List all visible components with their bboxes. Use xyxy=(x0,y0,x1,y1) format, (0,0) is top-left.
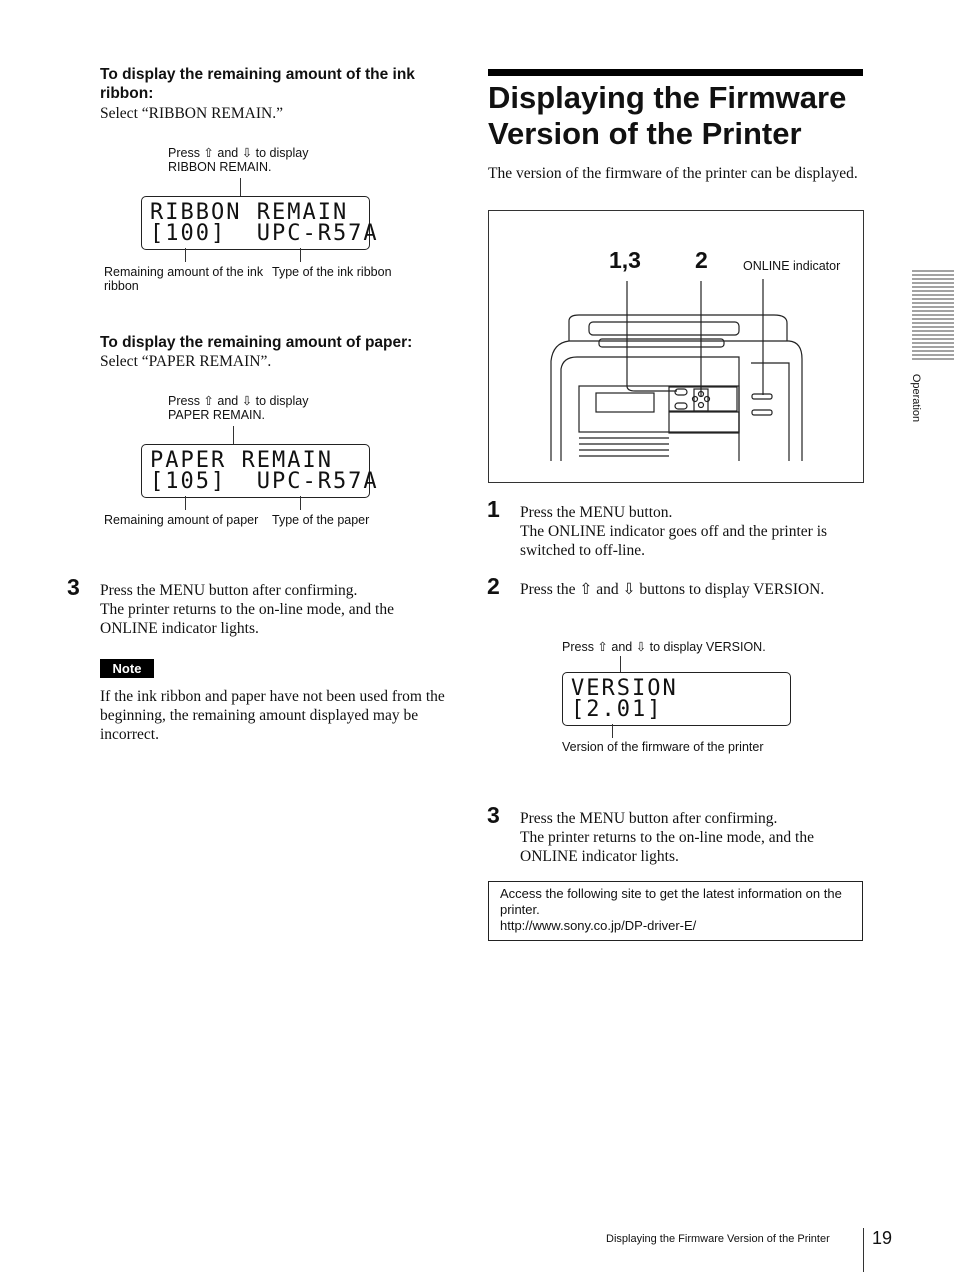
side-tab-stripes xyxy=(912,270,954,362)
step-number: 3 xyxy=(67,574,80,600)
side-tab-label: Operation xyxy=(910,373,922,423)
callout-1-3: 1,3 xyxy=(609,247,641,273)
lcd-row-2: [2.01] xyxy=(571,697,663,722)
ribbon-select-text: Select “RIBBON REMAIN.” xyxy=(100,105,283,122)
page-title: Displaying the Firmware Version of the Printer xyxy=(488,80,847,151)
ribbon-press-caption: Press ⇧ and ⇩ to display RIBBON REMAIN. xyxy=(168,146,309,174)
footer-running-title: Displaying the Firmware Version of the Printer xyxy=(606,1233,830,1245)
lcd-row-1: VERSION xyxy=(571,676,678,701)
paper-heading: To display the remaining amount of paper: xyxy=(100,334,413,351)
title-rule xyxy=(488,69,863,76)
online-indicator-label: ONLINE indicator xyxy=(743,259,841,273)
info-text: Access the following site to get the latest information on the printer. xyxy=(500,886,842,917)
ribbon-type-label: Type of the ink ribbon xyxy=(272,265,392,279)
lcd-row-1: PAPER REMAIN xyxy=(150,448,333,473)
paper-type-label: Type of the paper xyxy=(272,513,370,527)
ribbon-lcd-display xyxy=(141,196,379,250)
printer-figure xyxy=(488,210,864,483)
paper-press-caption: Press ⇧ and ⇩ to display PAPER REMAIN. xyxy=(168,394,309,422)
ribbon-amount-label: Remaining amount of the ink ribbon xyxy=(104,265,264,293)
step2-text: Press the ⇧ and ⇩ buttons to display VERSION. xyxy=(520,581,825,598)
info-box xyxy=(488,881,863,941)
left-step3-text: Press the MENU button after confirming. The printer returns to the on-line mode, and the ONLINE indicator lights. xyxy=(100,582,394,637)
paper-amount-label: Remaining amount of paper xyxy=(104,513,259,527)
paper-lcd-display xyxy=(141,444,379,498)
step1-text: Press the MENU button. The ONLINE indicator goes off and the printer is switched to off-line. xyxy=(520,504,828,559)
note-text: If the ink ribbon and paper have not been used from the beginning, the remaining amount displayed may be incorrect. xyxy=(100,688,445,743)
step-number: 1 xyxy=(487,496,500,522)
step-number: 2 xyxy=(487,573,500,599)
note-badge: Note xyxy=(100,659,154,678)
lcd-row-2: [105] UPC-R57A xyxy=(150,469,379,494)
version-label: Version of the firmware of the printer xyxy=(562,740,764,754)
version-lcd-display xyxy=(562,672,791,726)
lcd-row-2: [100] UPC-R57A xyxy=(150,221,379,246)
step-number: 3 xyxy=(487,802,500,828)
version-press-caption: Press ⇧ and ⇩ to display VERSION. xyxy=(562,640,766,654)
intro-text: The version of the firmware of the printer can be displayed. xyxy=(488,165,858,182)
printer-illustration xyxy=(489,211,863,482)
info-url[interactable]: http://www.sony.co.jp/DP-driver-E/ xyxy=(500,918,697,933)
lcd-row-1: RIBBON REMAIN xyxy=(150,200,349,225)
right-step3-text: Press the MENU button after confirming. The printer returns to the on-line mode, and the ONLINE indicator lights. xyxy=(520,810,814,865)
ribbon-heading: To display the remaining amount of the ink ribbon: xyxy=(100,66,415,102)
paper-select-text: Select “PAPER REMAIN”. xyxy=(100,353,272,370)
page-number: 19 xyxy=(872,1228,893,1248)
callout-2: 2 xyxy=(695,247,708,273)
